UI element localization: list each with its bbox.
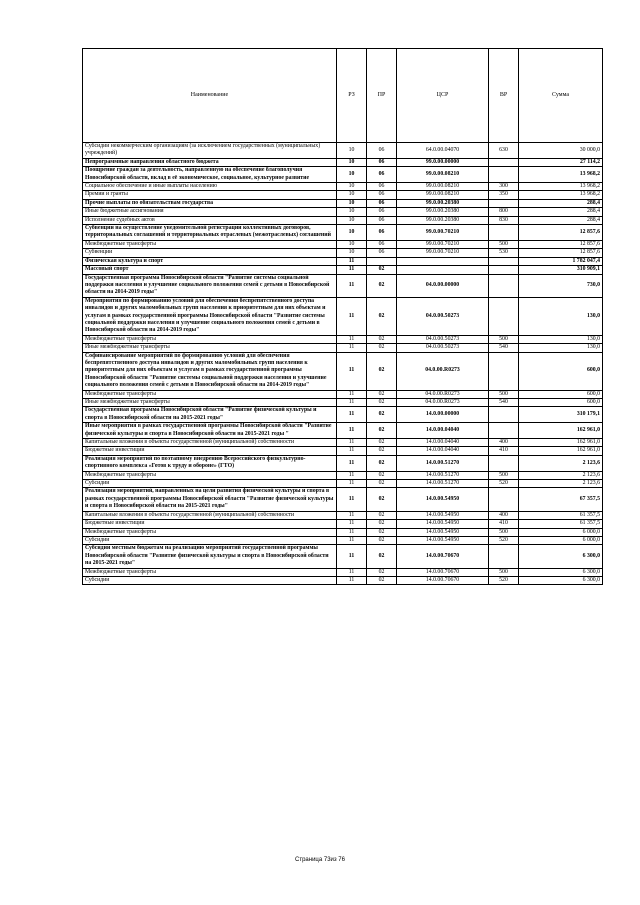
cell-pr: 06 [367,240,397,248]
table-row [83,335,603,343]
cell-vr [489,297,519,335]
cell-name: Субсидии некоммерческим организациям (за исключением государственных (муниципальных) учреждений) [83,143,337,159]
cell-rz: 11 [337,257,367,265]
header-name: Наименование [83,49,337,143]
cell-vr: 300 [489,183,519,191]
cell-pr: 06 [367,191,397,199]
cell-rz: 10 [337,225,367,241]
cell-csr: 14.0.00.51270 [397,455,489,471]
table-body [83,143,603,585]
cell-rz: 11 [337,297,367,335]
cell-rz: 10 [337,216,367,224]
cell-pr: 06 [367,216,397,224]
cell-sum: 2 123,6 [519,471,603,479]
cell-vr [489,158,519,166]
cell-rz: 11 [337,423,367,439]
cell-pr: 02 [367,536,397,544]
cell-vr: 530 [489,249,519,257]
cell-vr: 500 [489,390,519,398]
table-row [83,568,603,576]
cell-sum: 6 000,0 [519,536,603,544]
cell-pr: 02 [367,274,397,297]
cell-csr: 99.0.00.70210 [397,225,489,241]
cell-vr: 400 [489,439,519,447]
cell-sum: 67 357,5 [519,488,603,511]
cell-name: Субсидии [83,576,337,584]
table-row [83,471,603,479]
cell-name: Субсидии [83,480,337,488]
cell-csr: 14.0.00.51270 [397,471,489,479]
cell-sum: 13 968,2 [519,167,603,183]
cell-name: Капитальные вложения в объекты государственной (муниципальной) собственности [83,439,337,447]
cell-name: Софинансирование мероприятий по формированию условий для обеспечения беспрепятственного доступа инвалидов и других маломобильных групп населения к приоритетным для них объектам и услугам в рамках государственной программы Новосибирской области "Развитие системы социальной поддержки населения и улучшение социального положения семей с детьми в Новосибирской области на 2014-2019 годы" [83,352,337,390]
cell-name: Массовый спорт [83,266,337,274]
cell-csr: 14.0.00.04040 [397,447,489,455]
cell-csr [397,266,489,274]
cell-vr: 350 [489,191,519,199]
cell-pr: 02 [367,407,397,423]
cell-pr [367,257,397,265]
header-pr: ПР [367,49,397,143]
cell-name: Непрограммные направления областного бюджета [83,158,337,166]
cell-rz: 10 [337,158,367,166]
cell-vr: 520 [489,576,519,584]
cell-pr: 02 [367,545,397,568]
cell-csr: 99.0.00.20380 [397,199,489,207]
table-row [83,240,603,248]
cell-pr: 02 [367,511,397,519]
cell-csr: 04.0.00.R0273 [397,399,489,407]
cell-csr: 14.0.00.70670 [397,576,489,584]
table-row [83,274,603,297]
table-row [83,545,603,568]
cell-csr: 14.0.00.04040 [397,439,489,447]
cell-rz: 10 [337,143,367,159]
table-row [83,520,603,528]
cell-pr: 06 [367,199,397,207]
cell-rz: 11 [337,536,367,544]
cell-pr: 06 [367,225,397,241]
cell-csr: 14.0.00.54950 [397,536,489,544]
page-number: Страница 73из 76 [295,857,345,863]
cell-rz: 11 [337,447,367,455]
cell-sum: 600,0 [519,399,603,407]
table-row [83,576,603,584]
table-row [83,352,603,390]
cell-csr: 14.0.00.70670 [397,568,489,576]
cell-sum: 162 961,0 [519,439,603,447]
header-rz: РЗ [337,49,367,143]
cell-vr: 520 [489,536,519,544]
table-row [83,399,603,407]
cell-name: Межбюджетные трансферты [83,568,337,576]
cell-name: Бюджетные инвестиции [83,520,337,528]
cell-vr: 410 [489,520,519,528]
cell-pr: 02 [367,480,397,488]
cell-rz: 11 [337,407,367,423]
cell-sum: 12 857,6 [519,240,603,248]
cell-rz: 11 [337,511,367,519]
cell-sum: 13 968,2 [519,191,603,199]
table-row [83,266,603,274]
cell-rz: 11 [337,568,367,576]
cell-vr [489,352,519,390]
cell-sum: 27 114,2 [519,158,603,166]
cell-pr: 06 [367,208,397,216]
table-row [83,216,603,224]
cell-name: Реализация мероприятий, направленных на цели развития физической культуры и спорта в рамках государственной программы Новосибирской области "Развитие физической культуры и спорта в Новосибирской области на 2015-2021 годы" [83,488,337,511]
cell-name: Иные мероприятия в рамках государственной программы Новосибирской области "Развитие физической культуры и спорта в Новосибирской области на 2015-2021 годы " [83,423,337,439]
cell-rz: 10 [337,199,367,207]
cell-pr: 02 [367,576,397,584]
cell-sum: 6 300,0 [519,576,603,584]
table-row [83,447,603,455]
header-csr: ЦСР [397,49,489,143]
table-row [83,158,603,166]
cell-sum: 12 857,6 [519,225,603,241]
table-row [83,536,603,544]
table-row [83,191,603,199]
cell-sum: 600,0 [519,352,603,390]
cell-vr: 520 [489,480,519,488]
budget-table [82,48,603,585]
cell-name: Иные межбюджетные трансферты [83,399,337,407]
cell-csr: 14.0.00.04040 [397,423,489,439]
cell-name: Межбюджетные трансферты [83,240,337,248]
cell-rz: 11 [337,576,367,584]
cell-pr: 02 [367,423,397,439]
cell-pr: 02 [367,297,397,335]
cell-pr: 06 [367,158,397,166]
cell-name: Прочие выплаты по обязательствам государства [83,199,337,207]
cell-name: Физическая культура и спорт [83,257,337,265]
cell-rz: 11 [337,266,367,274]
cell-name: Исполнение судебных актов [83,216,337,224]
cell-name: Межбюджетные трансферты [83,335,337,343]
cell-pr: 02 [367,335,397,343]
cell-name: Межбюджетные трансферты [83,390,337,398]
table-row [83,488,603,511]
cell-rz: 10 [337,208,367,216]
cell-csr: 14.0.00.70670 [397,545,489,568]
cell-rz: 11 [337,352,367,390]
cell-rz: 10 [337,167,367,183]
cell-csr: 04.0.00.50273 [397,344,489,352]
cell-pr: 02 [367,528,397,536]
cell-csr: 04.0.00.R0273 [397,390,489,398]
cell-sum: 130,0 [519,335,603,343]
cell-csr: 99.0.00.70210 [397,249,489,257]
cell-pr: 02 [367,439,397,447]
cell-csr: 14.0.00.54950 [397,488,489,511]
table-row [83,225,603,241]
cell-sum: 6 300,0 [519,545,603,568]
table-row [83,199,603,207]
cell-sum: 130,0 [519,344,603,352]
cell-vr [489,257,519,265]
cell-csr: 04.0.00.00000 [397,274,489,297]
cell-name: Иные бюджетные ассигнования [83,208,337,216]
cell-name: Социальное обеспечение и иные выплаты населению [83,183,337,191]
cell-vr: 830 [489,216,519,224]
table-header [83,49,603,143]
cell-vr [489,545,519,568]
cell-rz: 11 [337,344,367,352]
cell-pr: 02 [367,568,397,576]
cell-vr [489,407,519,423]
cell-csr: 99.0.00.20380 [397,216,489,224]
cell-name: Субсидии местным бюджетам на реализацию мероприятий государственной программы Новосибирской области "Развитие физической культуры и спорта в Новосибирской области на 2015-2021 годы" [83,545,337,568]
cell-vr: 500 [489,240,519,248]
cell-name: Иные межбюджетные трансферты [83,344,337,352]
cell-rz: 11 [337,399,367,407]
cell-name: Государственная программа Новосибирской области "Развитие физической культуры и спорта в Новосибирской области на 2015-2021 годы" [83,407,337,423]
cell-sum: 162 961,0 [519,447,603,455]
cell-name: Межбюджетные трансферты [83,471,337,479]
cell-csr: 99.0.00.08210 [397,191,489,199]
cell-sum: 162 961,0 [519,423,603,439]
cell-vr: 800 [489,208,519,216]
cell-vr [489,199,519,207]
cell-name: Реализация мероприятий по поэтапному внедрению Всероссийского физкультурно-спортивного комплекса «Готов к труду и обороне» (ГТО) [83,455,337,471]
cell-name: Субвенции на осуществление уведомительной регистрации коллективных договоров, территориальных соглашений и территориальных отраслевых (межотраслевых) соглашений [83,225,337,241]
cell-sum: 6 300,0 [519,568,603,576]
cell-sum: 13 968,2 [519,183,603,191]
table-row [83,480,603,488]
cell-pr: 02 [367,266,397,274]
cell-name: Субвенции [83,249,337,257]
cell-vr: 500 [489,528,519,536]
cell-rz: 11 [337,274,367,297]
header-vr: ВР [489,49,519,143]
cell-sum: 12 857,6 [519,249,603,257]
cell-vr: 540 [489,399,519,407]
cell-pr: 06 [367,183,397,191]
cell-rz: 11 [337,528,367,536]
cell-pr: 02 [367,488,397,511]
cell-csr: 14.0.00.54950 [397,528,489,536]
table-row [83,455,603,471]
cell-rz: 11 [337,488,367,511]
cell-pr: 02 [367,447,397,455]
cell-rz: 10 [337,191,367,199]
cell-vr [489,266,519,274]
cell-csr: 99.0.00.08210 [397,167,489,183]
cell-pr: 02 [367,399,397,407]
cell-pr: 02 [367,390,397,398]
cell-name: Мероприятия по формированию условий для обеспечения беспрепятственного доступа инвалидов и других маломобильных групп населения к приоритетным для них объектам и услугам в рамках государственной программы Новосибирской области "Развитие системы социальной поддержки населения и улучшение социального положения семей с детьми в Новосибирской области на 2014-2019 годы" [83,297,337,335]
cell-name: Бюджетные инвестиции [83,447,337,455]
table-row [83,183,603,191]
cell-pr: 02 [367,352,397,390]
cell-sum: 600,0 [519,390,603,398]
cell-sum: 288,4 [519,199,603,207]
cell-sum: 310 179,1 [519,407,603,423]
table-row [83,143,603,159]
cell-vr: 500 [489,335,519,343]
table-row [83,297,603,335]
cell-rz: 10 [337,240,367,248]
cell-rz: 11 [337,520,367,528]
cell-pr: 06 [367,167,397,183]
cell-vr: 410 [489,447,519,455]
cell-name: Государственная программа Новосибирской области "Развитие системы социальной поддержки населения и улучшение социального положения семей с детьми в Новосибирской области на 2014-2019 годы" [83,274,337,297]
cell-rz: 11 [337,455,367,471]
table-row [83,439,603,447]
cell-csr: 14.0.00.00000 [397,407,489,423]
cell-rz: 11 [337,335,367,343]
table-row [83,249,603,257]
cell-csr: 14.0.00.54950 [397,520,489,528]
cell-rz: 11 [337,471,367,479]
cell-csr: 04.0.00.R0273 [397,352,489,390]
cell-name: Поощрение граждан за деятельность, направленную на обеспечение благополучия Новосибирской области, вклад в её экономическое, социальное, культурное развитие [83,167,337,183]
cell-csr: 14.0.00.51270 [397,480,489,488]
table-row [83,208,603,216]
cell-sum: 61 357,5 [519,520,603,528]
cell-csr: 04.0.00.50273 [397,297,489,335]
cell-sum: 2 123,6 [519,455,603,471]
cell-sum: 130,0 [519,297,603,335]
cell-csr: 99.0.00.00000 [397,158,489,166]
table-row [83,167,603,183]
cell-rz: 10 [337,249,367,257]
cell-csr: 99.0.00.20380 [397,208,489,216]
cell-name: Субсидии [83,536,337,544]
cell-rz: 11 [337,545,367,568]
cell-sum: 61 357,5 [519,511,603,519]
cell-sum: 30 000,0 [519,143,603,159]
cell-vr: 500 [489,471,519,479]
cell-pr: 02 [367,455,397,471]
cell-rz: 11 [337,480,367,488]
cell-vr: 400 [489,511,519,519]
header-sum: Сумма [519,49,603,143]
cell-vr [489,488,519,511]
cell-vr [489,423,519,439]
header-row [83,49,603,143]
cell-rz: 10 [337,183,367,191]
cell-csr: 04.0.00.50273 [397,335,489,343]
cell-sum: 6 000,0 [519,528,603,536]
cell-pr: 02 [367,520,397,528]
cell-vr [489,167,519,183]
cell-pr: 06 [367,143,397,159]
cell-csr: 99.0.00.70210 [397,240,489,248]
cell-vr [489,225,519,241]
table-row [83,423,603,439]
cell-sum: 2 123,6 [519,480,603,488]
cell-sum: 1 782 047,4 [519,257,603,265]
cell-csr: 99.0.00.08210 [397,183,489,191]
cell-sum: 310 909,1 [519,266,603,274]
table-row [83,528,603,536]
cell-csr: 64.0.00.04070 [397,143,489,159]
table-row [83,257,603,265]
cell-vr: 500 [489,568,519,576]
cell-sum: 730,0 [519,274,603,297]
cell-pr: 02 [367,344,397,352]
cell-pr: 06 [367,249,397,257]
cell-name: Капитальные вложения в объекты государственной (муниципальной) собственности [83,511,337,519]
cell-vr [489,455,519,471]
table-row [83,344,603,352]
table-row [83,511,603,519]
cell-sum: 288,4 [519,216,603,224]
cell-sum: 288,4 [519,208,603,216]
table-row [83,390,603,398]
cell-csr [397,257,489,265]
cell-pr: 02 [367,471,397,479]
cell-name: Премии и гранты [83,191,337,199]
cell-rz: 11 [337,439,367,447]
cell-vr [489,274,519,297]
cell-vr: 540 [489,344,519,352]
cell-name: Межбюджетные трансферты [83,528,337,536]
cell-rz: 11 [337,390,367,398]
cell-csr: 14.0.00.54950 [397,511,489,519]
cell-vr: 630 [489,143,519,159]
table-row [83,407,603,423]
